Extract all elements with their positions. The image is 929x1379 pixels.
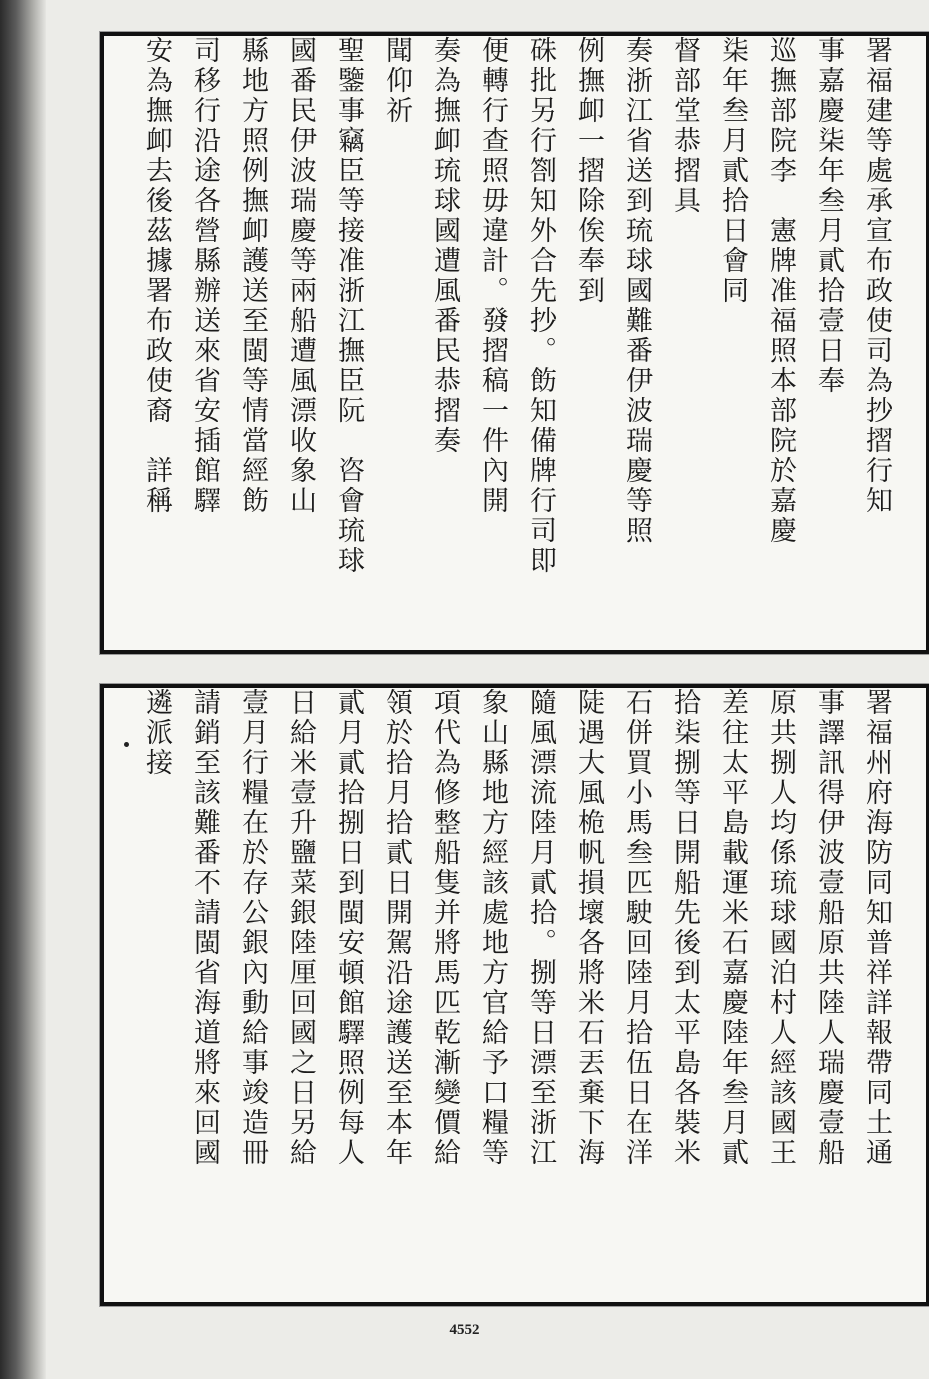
ink-dot bbox=[124, 742, 129, 747]
text-column: 聖鑒事竊臣等接准浙江撫臣阮 咨會琉球 bbox=[333, 36, 364, 576]
text-column: 便轉行查照毋違計。發摺稿一件內開 bbox=[477, 36, 508, 516]
text-column: 柒年叁月貳拾日會同 bbox=[717, 36, 748, 306]
text-column: 差往太平島載運米石嘉慶陸年叁月貳 bbox=[717, 688, 748, 1168]
text-column: 例撫卹一摺除俟奉到 bbox=[573, 36, 604, 306]
text-column: 陡遇大風桅帆損壞各將米石丟棄下海 bbox=[573, 688, 604, 1168]
text-column: 項代為修整船隻并將馬匹乾漸變價給 bbox=[429, 688, 460, 1168]
text-column: 國番民伊波瑞慶等兩船遭風漂收象山 bbox=[285, 36, 316, 516]
bottom-document-panel bbox=[100, 684, 929, 1306]
text-column: 隨風漂流陸月貳拾。捌等日漂至浙江 bbox=[525, 688, 556, 1168]
text-column: 遴派接 bbox=[141, 688, 172, 778]
text-column: 事嘉慶柒年叁月貳拾壹日奉 bbox=[813, 36, 844, 396]
text-column: 司移行沿途各營縣辦送來省安插館驛 bbox=[189, 36, 220, 516]
text-column: 奏為撫卹琉球國遭風番民恭摺奏 bbox=[429, 36, 460, 456]
binding-shadow bbox=[0, 0, 46, 1379]
text-column: 署福州府海防同知普祥詳報帶同土通 bbox=[861, 688, 892, 1168]
text-column: 安為撫卹去後茲據署布政使裔 詳稱 bbox=[141, 36, 172, 516]
text-column: 請銷至該難番不請閩省海道將來回國 bbox=[189, 688, 220, 1168]
text-column: 貳月貳拾捌日到閩安頓館驛照例每人 bbox=[333, 688, 364, 1168]
text-column: 硃批另行劄知外合先抄。飭知備牌行司即 bbox=[525, 36, 556, 576]
text-column: 日給米壹升鹽菜銀陸厘回國之日另給 bbox=[285, 688, 316, 1168]
scanned-page bbox=[46, 0, 929, 1379]
text-column: 象山縣地方經該處地方官給予口糧等 bbox=[477, 688, 508, 1168]
text-column: 領於拾月拾貳日開駕沿途護送至本年 bbox=[381, 688, 412, 1168]
page-number: 4552 bbox=[449, 1322, 480, 1338]
text-column: 事譯訊得伊波壹船原共陸人瑞慶壹船 bbox=[813, 688, 844, 1168]
text-column: 巡撫部院李 憲牌准福照本部院於嘉慶 bbox=[765, 36, 796, 546]
text-column: 聞仰祈 bbox=[381, 36, 412, 126]
text-column: 奏浙江省送到琉球國難番伊波瑞慶等照 bbox=[621, 36, 652, 546]
text-column: 督部堂恭摺具 bbox=[669, 36, 700, 216]
text-column: 原共捌人均係琉球國泊村人經該國王 bbox=[765, 688, 796, 1168]
text-column: 縣地方照例撫卹護送至閩等情當經飭 bbox=[237, 36, 268, 516]
top-document-panel bbox=[100, 32, 929, 654]
text-column: 拾柒捌等日開船先後到太平島各裝米 bbox=[669, 688, 700, 1168]
text-column: 署福建等處承宣布政使司為抄摺行知 bbox=[861, 36, 892, 516]
text-column: 石併買小馬叁匹駛回陸月拾伍日在洋 bbox=[621, 688, 652, 1168]
text-column: 壹月行糧在於存公銀內動給事竣造冊 bbox=[237, 688, 268, 1168]
